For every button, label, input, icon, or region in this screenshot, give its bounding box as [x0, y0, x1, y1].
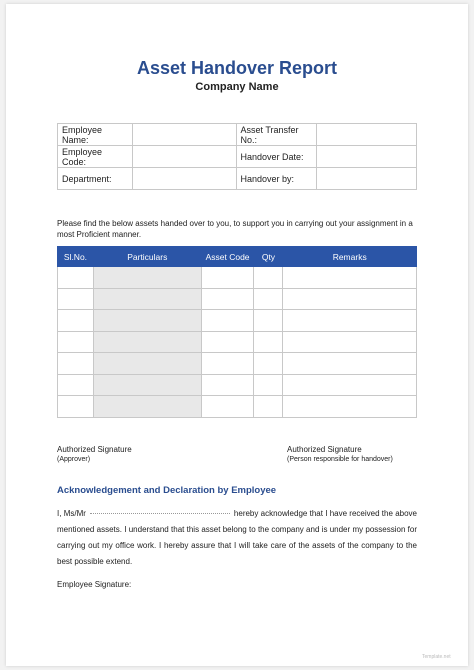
cell-remarks[interactable] [283, 267, 417, 289]
cell-qty[interactable] [254, 353, 283, 375]
cell-particulars[interactable] [93, 396, 201, 418]
table-row [58, 288, 417, 310]
info-row [58, 146, 417, 168]
declaration-prefix: I, Ms/Mr [57, 509, 86, 518]
document-title: Asset Handover Report [136, 58, 338, 78]
handover-date-field[interactable] [317, 146, 417, 168]
watermark: Template.net [422, 654, 451, 660]
cell-remarks[interactable] [283, 353, 417, 375]
col-header-remarks: Remarks [283, 247, 417, 267]
employee-info-table [57, 123, 417, 190]
cell-remarks[interactable] [283, 310, 417, 332]
cell-remarks[interactable] [283, 374, 417, 396]
table-row [58, 331, 417, 353]
handover-role: (Person responsible for handover) [287, 456, 393, 463]
cell-asset-code[interactable] [201, 353, 254, 375]
cell-particulars[interactable] [93, 267, 201, 289]
handover-signature-label: Authorized Signature [287, 445, 362, 454]
department-field[interactable] [132, 168, 236, 190]
declaration-body: hereby acknowledge that I have received the above mentioned assets. I understand that this asset belong to the company and is under my possession for carrying out my office work. I hereby assure that I will take care of the assets of the company to the best possible extend. [57, 509, 417, 566]
handover-signature-block [287, 445, 393, 465]
intro-text: Please find the below assets handed over to you, to support you in carrying out your assignment in a most Proficient manner. [57, 219, 413, 239]
cell-particulars[interactable] [93, 374, 201, 396]
cell-particulars[interactable] [93, 310, 201, 332]
col-header-asset-code: Asset Code [201, 247, 254, 267]
cell-remarks[interactable] [283, 288, 417, 310]
employee-signature-label: Employee Signature: [57, 580, 132, 589]
cell-slno[interactable] [58, 396, 94, 418]
company-name: Company Name [195, 81, 279, 93]
table-row [58, 267, 417, 289]
department-label: Department: [58, 168, 133, 190]
col-header-qty: Qty [254, 247, 283, 267]
col-header-slno: Sl.No. [58, 247, 94, 267]
cell-qty[interactable] [254, 396, 283, 418]
asset-transfer-no-label: Asset Transfer No.: [236, 124, 317, 146]
table-row [58, 310, 417, 332]
cell-qty[interactable] [254, 267, 283, 289]
cell-particulars[interactable] [93, 353, 201, 375]
cell-particulars[interactable] [93, 331, 201, 353]
handover-by-field[interactable] [317, 168, 417, 190]
cell-asset-code[interactable] [201, 288, 254, 310]
cell-slno[interactable] [58, 374, 94, 396]
cell-qty[interactable] [254, 310, 283, 332]
cell-slno[interactable] [58, 267, 94, 289]
employee-name-label: Employee Name: [58, 124, 133, 146]
asset-table-body [58, 267, 417, 418]
handover-date-label: Handover Date: [236, 146, 317, 168]
approver-role: (Approver) [57, 456, 91, 463]
info-row [58, 124, 417, 146]
col-header-particulars: Particulars [93, 247, 201, 267]
table-row [58, 396, 417, 418]
cell-qty[interactable] [254, 331, 283, 353]
cell-slno[interactable] [58, 310, 94, 332]
declaration-paragraph [57, 506, 417, 570]
employee-code-label: Employee Code: [58, 146, 133, 168]
cell-slno[interactable] [58, 288, 94, 310]
cell-asset-code[interactable] [201, 331, 254, 353]
handover-by-label: Handover by: [236, 168, 317, 190]
cell-remarks[interactable] [283, 331, 417, 353]
employee-code-field[interactable] [132, 146, 236, 168]
employee-name-blank[interactable] [90, 513, 230, 514]
cell-slno[interactable] [58, 331, 94, 353]
approver-signature-block [57, 445, 132, 465]
table-row [58, 353, 417, 375]
cell-asset-code[interactable] [201, 396, 254, 418]
cell-asset-code[interactable] [201, 267, 254, 289]
table-row [58, 374, 417, 396]
asset-transfer-no-field[interactable] [317, 124, 417, 146]
cell-remarks[interactable] [283, 396, 417, 418]
asset-table [57, 246, 417, 418]
cell-asset-code[interactable] [201, 310, 254, 332]
approver-signature-label: Authorized Signature [57, 445, 132, 454]
info-row [58, 168, 417, 190]
cell-qty[interactable] [254, 288, 283, 310]
acknowledgement-heading: Acknowledgement and Declaration by Employee [57, 485, 277, 496]
cell-asset-code[interactable] [201, 374, 254, 396]
employee-name-field[interactable] [132, 124, 236, 146]
cell-qty[interactable] [254, 374, 283, 396]
cell-particulars[interactable] [93, 288, 201, 310]
asset-table-header [58, 247, 417, 267]
cell-slno[interactable] [58, 353, 94, 375]
